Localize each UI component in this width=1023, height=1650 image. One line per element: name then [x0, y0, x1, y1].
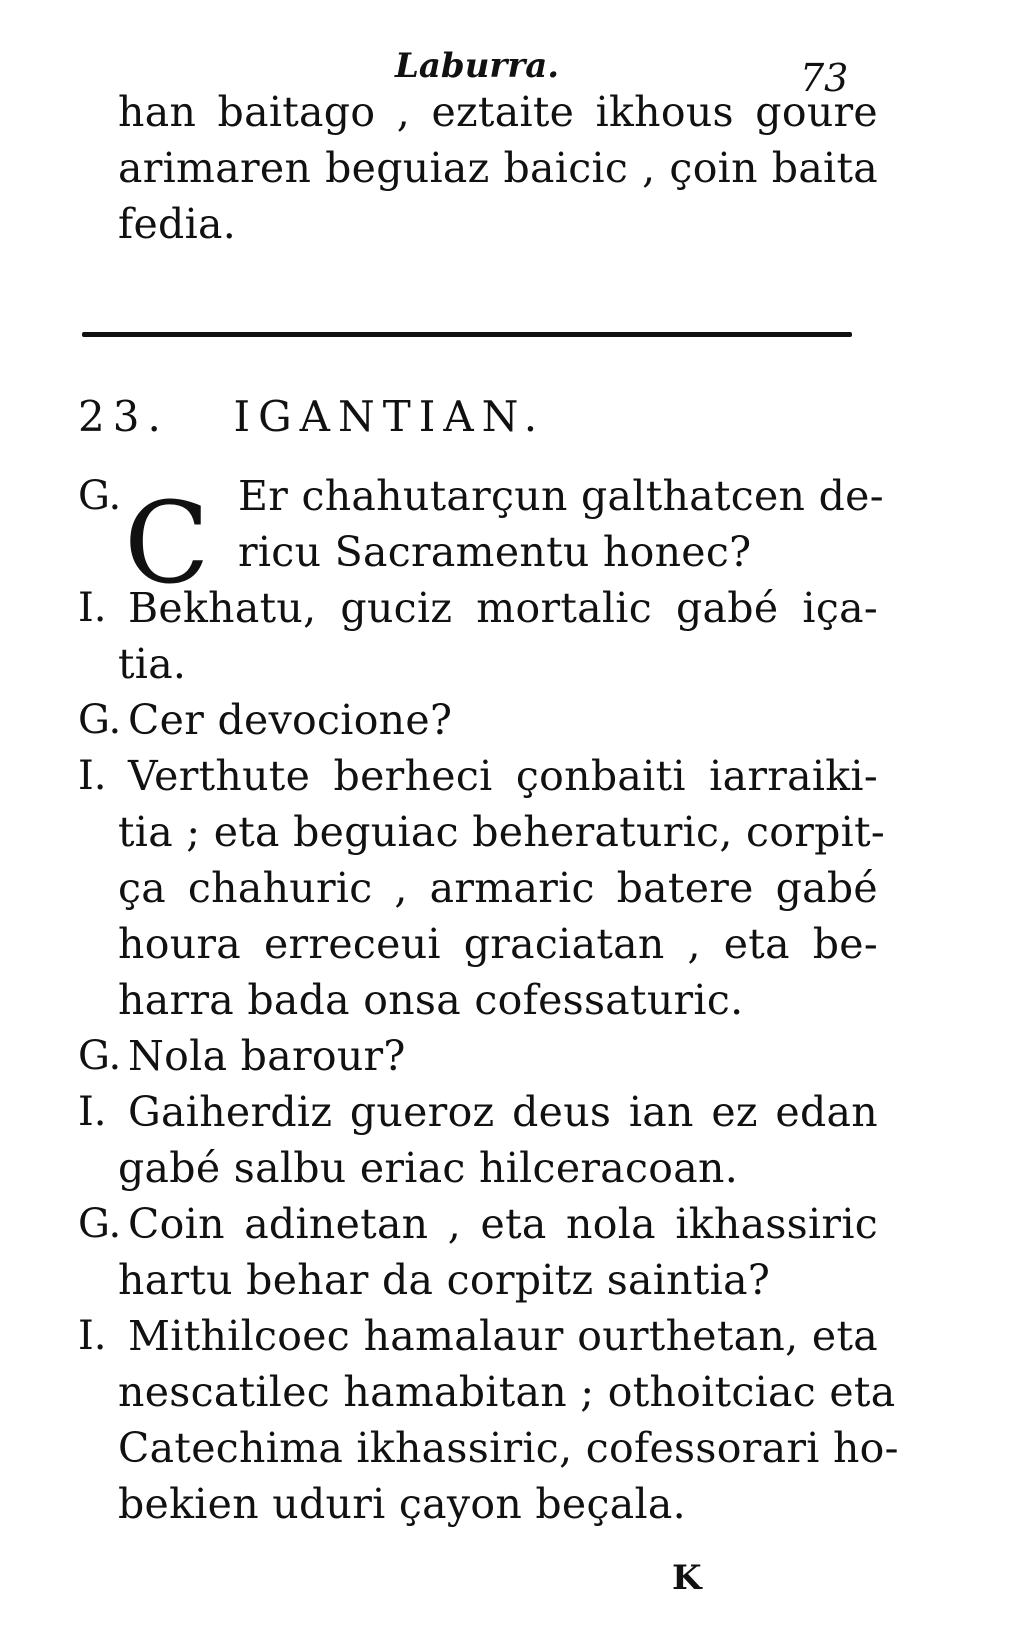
dialogue-line: nescatilec hamabitan ; othoitciac eta — [118, 1368, 896, 1416]
dialogue-line: Bekhatu, guciz mortalic gabé iça- — [128, 584, 878, 632]
dialogue-line: bekien uduri çayon beçala. — [118, 1480, 686, 1528]
dialogue-line: Verthute berheci çonbaiti iarraiki- — [128, 752, 878, 800]
carryover-line: fedia. — [118, 200, 237, 248]
carryover-line: arimaren beguiaz baicic , çoin baita — [118, 144, 878, 192]
speaker-label: I. — [78, 753, 107, 799]
speaker-label: G. — [78, 473, 122, 519]
dialogue-line: harra bada onsa cofessaturic. — [118, 976, 744, 1024]
dialogue-line: tia ; eta beguiac beheraturic, corpit- — [118, 808, 886, 856]
dialogue-line: Catechima ikhassiric, cofessorari ho- — [118, 1424, 899, 1472]
running-head: Laburra. — [395, 46, 560, 86]
section-heading — [78, 392, 545, 441]
speaker-label: G. — [78, 1033, 122, 1079]
section-divider — [82, 332, 852, 337]
speaker-label: I. — [78, 585, 107, 631]
dialogue-line: hartu behar da corpitz saintia? — [118, 1256, 771, 1304]
signature-mark: K — [672, 1558, 702, 1598]
dialogue-line: Cer devocione? — [128, 696, 453, 744]
dialogue-line: Er chahutarçun galthatcen de- — [238, 472, 884, 520]
section-number: 23. — [78, 392, 169, 441]
speaker-label: G. — [78, 1201, 122, 1247]
drop-cap: C — [124, 479, 210, 609]
dialogue-line: ça chahuric , armaric batere gabé — [118, 864, 878, 912]
dialogue-line: Gaiherdiz gueroz deus ian ez edan — [128, 1088, 878, 1136]
speaker-label: I. — [78, 1313, 107, 1359]
speaker-label: G. — [78, 697, 122, 743]
dialogue-line: Coin adinetan , eta nola ikhassiric — [128, 1200, 878, 1248]
dialogue-line: gabé salbu eriac hilceracoan. — [118, 1144, 739, 1192]
dialogue-line: Nola barour? — [128, 1032, 406, 1080]
dialogue-line: Mithilcoec hamalaur ourthetan, eta — [128, 1312, 878, 1360]
dialogue-line: houra erreceui graciatan , eta be- — [118, 920, 878, 968]
page-number: 73 — [800, 56, 849, 100]
section-title: IGANTIAN. — [233, 392, 546, 441]
dialogue-line: tia. — [118, 640, 187, 688]
dialogue-line: ricu Sacramentu honec? — [238, 528, 752, 576]
carryover-line: han baitago , eztaite ikhous goure — [118, 88, 878, 136]
speaker-label: I. — [78, 1089, 107, 1135]
